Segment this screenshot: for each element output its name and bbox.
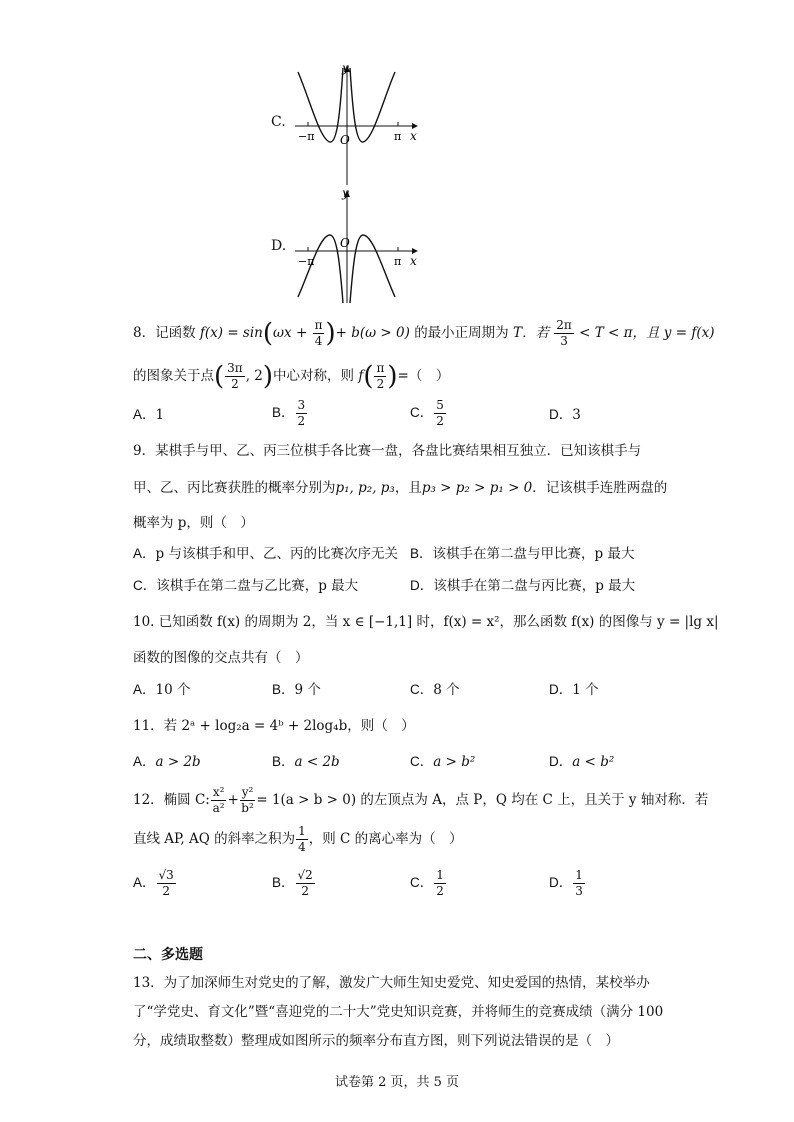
q8-option-b[interactable]: B． $\frac{3}{2}$	[272, 398, 306, 428]
q9-line3: 概率为 p，则（ ）	[133, 515, 254, 531]
graph-c-neg-pi: −π	[298, 130, 315, 143]
q11-option-d[interactable]: D．a < b²	[549, 754, 615, 770]
q12-option-a[interactable]: A． $\frac{√3}{2}$	[133, 868, 174, 898]
q9-line2: 甲、乙、丙比赛获胜的概率分别为p₁, p₂, p₃，且p₃ > p₂ > p₁ > 0．记该棋手连胜两盘的	[133, 480, 668, 496]
graph-d-label: D.	[271, 238, 287, 254]
graph-d-x-label: x	[410, 254, 417, 268]
q11-option-b[interactable]: B．a < 2b	[272, 754, 340, 770]
q8-line1: 8．记函数 f(x) = sin(ωx + $\frac{\pi}{4}$ )+ b(ω > 0) 的最小正周期为 T．若 $\frac{2\pi}{3}$ < T < π，且 y = f(x)	[133, 318, 715, 349]
q9-option-d[interactable]: D．该棋手在第二盘与丙比赛，p 最大	[410, 578, 636, 594]
q11-line1: 11．若 2ᵃ + log₂a = 4ᵇ + 2log₄b，则（ ）	[133, 718, 415, 734]
graph-d-pi: π	[394, 255, 402, 268]
section-title: 二、多选题	[133, 946, 203, 962]
graph-c	[290, 60, 425, 190]
q8-line2: 的图象关于点( $\frac{3\pi}{2}$ , 2)中心对称，则 f( $\frac{\pi}{2}$ )=（ ）	[133, 361, 450, 392]
graph-d-origin-label: O	[340, 236, 350, 250]
graph-c-origin-label: O	[340, 133, 350, 147]
q12-option-b[interactable]: B． $\frac{√2}{2}$	[272, 868, 313, 898]
q13-line1: 13．为了加深师生对党史的了解，激发广大师生知史爱党、知史爱国的热情，某校举办	[133, 975, 650, 991]
q12-option-d[interactable]: D． $\frac{1}{3}$	[549, 868, 583, 898]
q13-line2: 了“学党史、育文化”暨“喜迎党的二十大”党史知识竞赛，并将师生的竞赛成绩（满分 100	[133, 1004, 664, 1020]
graph-c-y-label: y	[342, 61, 349, 75]
q8-option-c[interactable]: C． $\frac{5}{2}$	[410, 398, 444, 428]
q12-option-c[interactable]: C． $\frac{1}{2}$	[410, 868, 444, 898]
q10-option-b[interactable]: B．9 个	[272, 682, 321, 698]
graph-d-y-label: y	[342, 186, 349, 200]
graph-d-neg-pi: −π	[298, 255, 315, 268]
graph-c-x-label: x	[410, 129, 417, 143]
q9-option-a[interactable]: A．p 与该棋手和甲、乙、丙的比赛次序无关	[133, 546, 398, 562]
q9-option-b[interactable]: B．该棋手在第二盘与甲比赛，p 最大	[410, 546, 635, 562]
q10-line1: 10. 已知函数 f(x) 的周期为 2，当 x ∈ [−1,1] 时，f(x) = x²，那么函数 f(x) 的图像与 y = |lg x|	[133, 614, 719, 630]
q12-line1: 12．椭圆 C: $\frac{\text{x²}}{\text{a²}}$ + $\frac{\text{y²}}{\text{b²}}$ = 1(a > b > 0) 的左顶点为 A，点 P，Q 均在 C 上，且关于 y 轴对称．若	[133, 785, 709, 815]
q9-line1: 9．某棋手与甲、乙、丙三位棋手各比赛一盘，各盘比赛结果相互独立．已知该棋手与	[133, 443, 642, 459]
q11-option-c[interactable]: C．a > b²	[410, 754, 476, 770]
q11-option-a[interactable]: A．a > 2b	[133, 754, 201, 770]
graph-d	[290, 185, 425, 310]
graph-c-curve-right	[350, 68, 395, 142]
graph-c-label: C.	[271, 114, 286, 130]
page-footer: 试卷第 2 页，共 5 页	[334, 1075, 460, 1090]
q10-option-d[interactable]: D．1 个	[549, 682, 599, 698]
q9-option-c[interactable]: C．该棋手在第二盘与乙比赛，p 最大	[133, 578, 359, 594]
q12-line2: 直线 AP, AQ 的斜率之积为 $\frac{1}{4}$ ，则 C 的离心率为（ ）	[133, 824, 463, 854]
graph-c-pi: π	[394, 130, 402, 143]
q10-option-a[interactable]: A．10 个	[133, 682, 191, 698]
q13-line3: 分，成绩取整数）整理成如图所示的频率分布直方图，则下列说法错误的是（ ）	[133, 1033, 619, 1049]
graph-d-curve-right	[350, 235, 395, 303]
q8-option-a[interactable]: A．1	[133, 407, 165, 423]
q10-option-c[interactable]: C．8 个	[410, 682, 460, 698]
q10-line2: 函数的图像的交点共有（ ）	[133, 650, 309, 666]
q8-option-d[interactable]: D．3	[549, 407, 581, 423]
graph-d-curve-left	[298, 235, 343, 303]
